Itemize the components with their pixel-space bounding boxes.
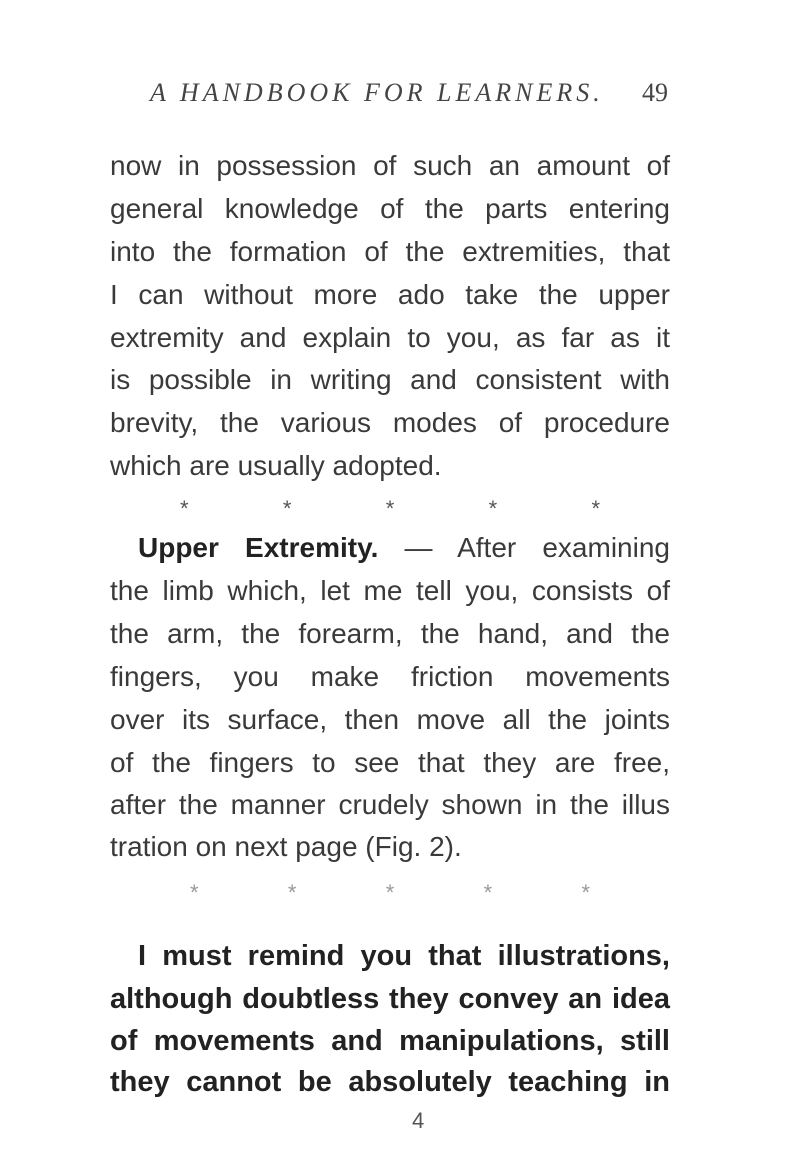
text-line: they cannot be absolutely teaching in bbox=[110, 1066, 670, 1098]
text-line: I can without more ado take the upper bbox=[110, 279, 670, 310]
text-line bbox=[138, 534, 670, 562]
text-line: of movements and manipulations, still bbox=[110, 1025, 670, 1057]
section-heading: Upper Extremity. bbox=[138, 532, 379, 563]
text-line: the limb which, let me tell you, consists of bbox=[110, 575, 670, 606]
text-line: brevity, the various modes of procedure bbox=[110, 407, 670, 438]
text-line: now in possession of such an amount of bbox=[110, 150, 670, 181]
asterisk: * bbox=[180, 496, 189, 521]
text-line: which are usually adopted. bbox=[110, 450, 442, 481]
text-line: although doubtless they convey an idea bbox=[110, 983, 670, 1015]
asterisk: * bbox=[190, 880, 199, 905]
asterisk: * bbox=[483, 880, 493, 905]
asterisk: * bbox=[287, 880, 297, 905]
text-line: general knowledge of the parts entering bbox=[110, 193, 670, 224]
text-line: over its surface, then move all the joints bbox=[110, 704, 670, 735]
text-line: extremity and explain to you, as far as it bbox=[110, 322, 670, 353]
asterisk: * bbox=[488, 496, 498, 521]
section-separator bbox=[180, 496, 600, 522]
asterisk: * bbox=[385, 496, 395, 521]
asterisk: * bbox=[385, 880, 395, 905]
asterisk: * bbox=[581, 880, 590, 905]
text-line: the arm, the forearm, the hand, and the bbox=[110, 618, 670, 649]
asterisk: * bbox=[282, 496, 292, 521]
page-number: 49 bbox=[642, 78, 668, 107]
text-line: is possible in writing and consistent with bbox=[110, 364, 670, 395]
signature-mark: 4 bbox=[412, 1108, 425, 1133]
running-header: A HANDBOOK FOR LEARNERS. bbox=[150, 78, 604, 107]
text-line: fingers, you make friction movements bbox=[110, 661, 670, 692]
text-line: tration on next page (Fig. 2). bbox=[110, 831, 462, 862]
text-line: of the fingers to see that they are free, bbox=[110, 747, 670, 778]
section-separator bbox=[190, 880, 590, 906]
text-line: I must remind you that illustrations, bbox=[138, 940, 670, 972]
asterisk: * bbox=[591, 496, 600, 521]
text-line: after the manner crudely shown in the illus bbox=[110, 789, 670, 820]
text-run: — After examining bbox=[404, 532, 670, 563]
text-line: into the formation of the extremities, that bbox=[110, 236, 670, 267]
